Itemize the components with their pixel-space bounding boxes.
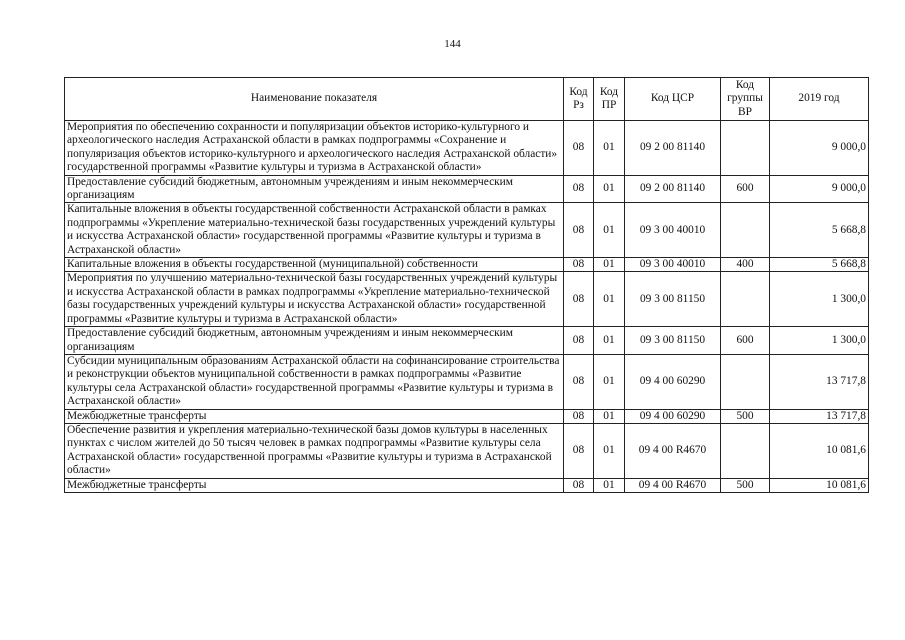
- row-csr: 09 3 00 40010: [625, 258, 721, 272]
- row-amount: 9 000,0: [770, 175, 869, 203]
- row-csr: 09 4 00 60290: [625, 354, 721, 409]
- row-name: Предоставление субсидий бюджетным, автономным учреждениям и иным некоммерческим организациям: [65, 327, 564, 355]
- row-name: Межбюджетные трансферты: [65, 409, 564, 423]
- table-row: [65, 258, 869, 272]
- row-amount: 13 717,8: [770, 354, 869, 409]
- row-csr: 09 4 00 R4670: [625, 423, 721, 478]
- row-csr: 09 2 00 81140: [625, 175, 721, 203]
- table-row: [65, 203, 869, 258]
- table-row: [65, 121, 869, 176]
- row-rz: 08: [564, 175, 594, 203]
- budget-table: [64, 77, 869, 493]
- row-pr: 01: [594, 327, 625, 355]
- header-vr-code: Код группы ВР: [721, 78, 770, 121]
- row-rz: 08: [564, 409, 594, 423]
- row-vr: 600: [721, 175, 770, 203]
- row-name: Мероприятия по улучшению материально-технической базы государственных учреждений культуры и искусства Астраханской области в рамках подпрограммы «Укрепление материально-технической базы государственных учреждений культуры и искусства Астраханской области» государственной программы «Развитие культуры и туризма в Астраханской области»: [65, 272, 564, 327]
- row-rz: 08: [564, 203, 594, 258]
- row-rz: 08: [564, 272, 594, 327]
- row-amount: 10 081,6: [770, 478, 869, 492]
- row-rz: 08: [564, 354, 594, 409]
- row-csr: 09 3 00 81150: [625, 327, 721, 355]
- page-number: 144: [444, 38, 461, 50]
- row-pr: 01: [594, 409, 625, 423]
- row-vr: [721, 121, 770, 176]
- table-row: [65, 272, 869, 327]
- row-vr: 500: [721, 409, 770, 423]
- table-body: [65, 121, 869, 493]
- row-vr: 600: [721, 327, 770, 355]
- row-pr: 01: [594, 203, 625, 258]
- header-rz-code: Код Рз: [564, 78, 594, 121]
- table-row: [65, 175, 869, 203]
- row-csr: 09 4 00 60290: [625, 409, 721, 423]
- table-row: [65, 327, 869, 355]
- row-rz: 08: [564, 423, 594, 478]
- row-amount: 5 668,8: [770, 258, 869, 272]
- row-csr: 09 3 00 81150: [625, 272, 721, 327]
- row-csr: 09 3 00 40010: [625, 203, 721, 258]
- row-rz: 08: [564, 478, 594, 492]
- row-name: Капитальные вложения в объекты государственной собственности Астраханской области в рамках подпрограммы «Укрепление материально-технической базы государственных учреждений культуры и искусства Астраханской области» государственной программы «Развитие культуры и туризма в Астраханской области»: [65, 203, 564, 258]
- row-csr: 09 4 00 R4670: [625, 478, 721, 492]
- row-vr: [721, 423, 770, 478]
- row-name: Обеспечение развития и укрепления материально-технической базы домов культуры в населенных пунктах с числом жителей до 50 тысяч человек в рамках подпрограммы «Развитие культуры села Астраханской области» государственной программы «Развитие культуры и туризма в Астраханской области»: [65, 423, 564, 478]
- row-rz: 08: [564, 258, 594, 272]
- row-pr: 01: [594, 272, 625, 327]
- row-pr: 01: [594, 258, 625, 272]
- table-row: [65, 478, 869, 492]
- row-name: Мероприятия по обеспечению сохранности и популяризации объектов историко-культурного и археологического наследия Астраханской области в рамках подпрограммы «Сохранение и популяризация объектов историко-культурного и археологического наследия Астраханской области» государственной программы «Развитие культуры и туризма в Астраханской области»: [65, 121, 564, 176]
- header-year-2019: 2019 год: [770, 78, 869, 121]
- header-csr-code: Код ЦСР: [625, 78, 721, 121]
- row-amount: 1 300,0: [770, 327, 869, 355]
- row-amount: 9 000,0: [770, 121, 869, 176]
- row-pr: 01: [594, 478, 625, 492]
- row-name: Капитальные вложения в объекты государственной (муниципальной) собственности: [65, 258, 564, 272]
- row-vr: [721, 272, 770, 327]
- row-amount: 10 081,6: [770, 423, 869, 478]
- row-vr: [721, 354, 770, 409]
- row-amount: 1 300,0: [770, 272, 869, 327]
- row-vr: 400: [721, 258, 770, 272]
- table-row: [65, 423, 869, 478]
- row-pr: 01: [594, 121, 625, 176]
- table-header-row: [65, 78, 869, 121]
- row-csr: 09 2 00 81140: [625, 121, 721, 176]
- row-amount: 13 717,8: [770, 409, 869, 423]
- row-name: Межбюджетные трансферты: [65, 478, 564, 492]
- table-row: [65, 409, 869, 423]
- row-rz: 08: [564, 327, 594, 355]
- row-rz: 08: [564, 121, 594, 176]
- row-pr: 01: [594, 354, 625, 409]
- row-name: Субсидии муниципальным образованиям Астраханской области на софинансирование строительства и реконструкции объектов муниципальной собственности в рамках подпрограммы «Развитие культуры села Астраханской области» государственной программы «Развитие культуры и туризма в Астраханской области»: [65, 354, 564, 409]
- header-pr-code: Код ПР: [594, 78, 625, 121]
- header-indicator-name: Наименование показателя: [65, 78, 564, 121]
- row-pr: 01: [594, 423, 625, 478]
- row-vr: 500: [721, 478, 770, 492]
- row-amount: 5 668,8: [770, 203, 869, 258]
- row-name: Предоставление субсидий бюджетным, автономным учреждениям и иным некоммерческим организациям: [65, 175, 564, 203]
- row-vr: [721, 203, 770, 258]
- table-row: [65, 354, 869, 409]
- row-pr: 01: [594, 175, 625, 203]
